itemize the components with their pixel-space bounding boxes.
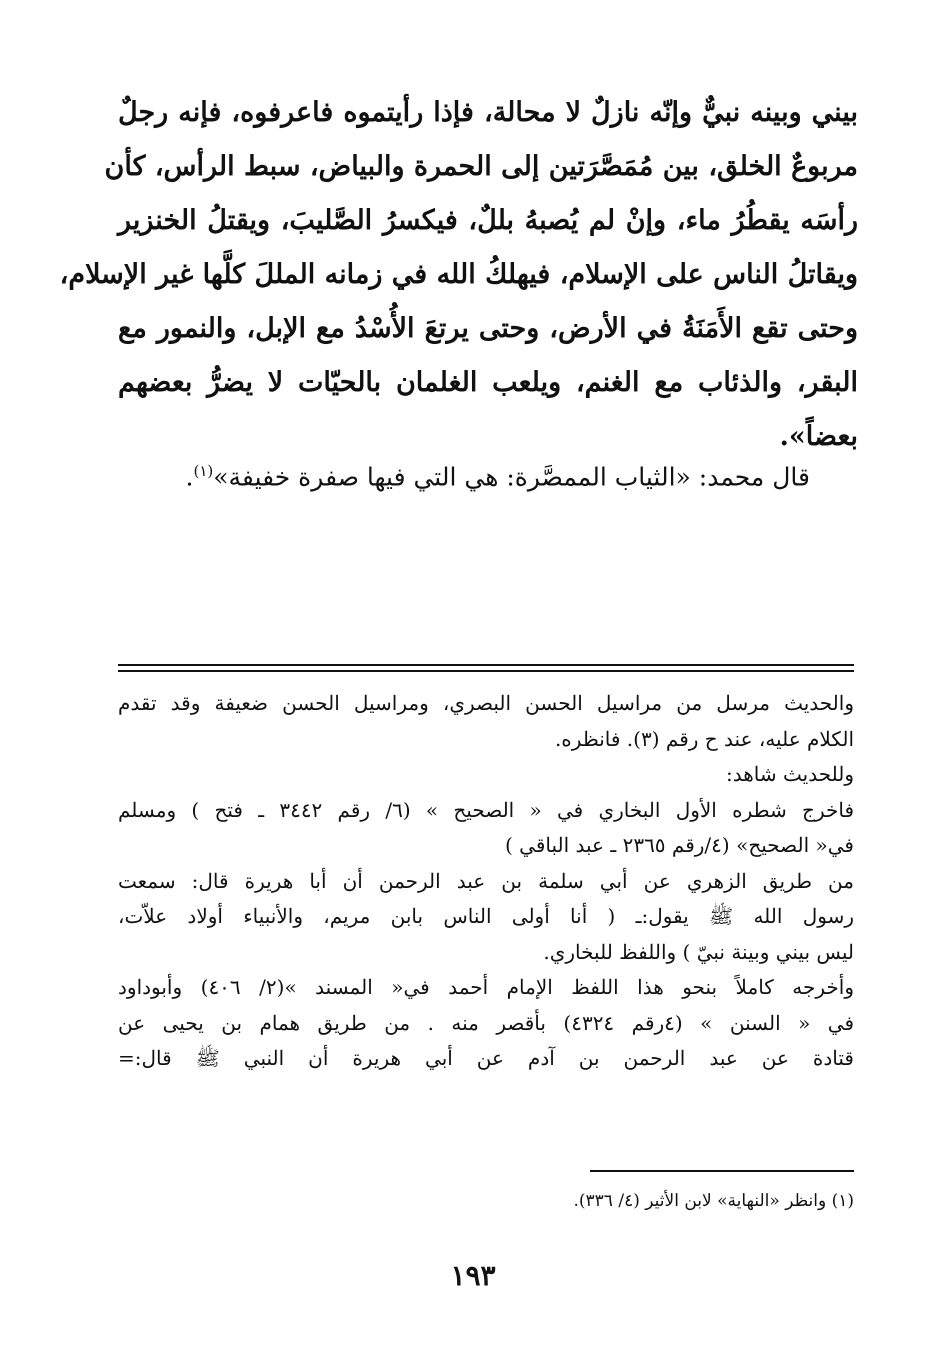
main-text-line: مربوعٌ الخلق، بين مُمَصَّرَتين إلى الحمرة والبياض، سبط الرأس، كأن bbox=[104, 151, 858, 182]
editor-notes-block bbox=[118, 686, 854, 1077]
notes-divider-top bbox=[118, 664, 854, 666]
note-line: من طريق الزهري عن أبي سلمة بن عبد الرحمن أن أبا هريرة قال: سمعت bbox=[118, 868, 854, 893]
footnote-divider bbox=[590, 1170, 854, 1172]
note-line: فاخرج شطره الأول البخاري في « الصحيح » (٦/ رقم ٣٤٤٢ ـ فتح ) ومسلم bbox=[118, 797, 854, 822]
note-line: والحديث مرسل من مراسيل الحسن البصري، ومراسيل الحسن ضعيفة وقد تقدم bbox=[118, 691, 854, 715]
footnote-reference: (١) bbox=[193, 462, 214, 480]
author-comment bbox=[180, 446, 810, 502]
note-line: رسول الله ﷺ يقول:ـ ( أنا أولى الناس بابن مريم، والأنبياء أولاد علاّت، bbox=[118, 904, 854, 928]
main-text-line: رأسَه يقطُرُ ماء، وإنْ لم يُصبهُ بللٌ، فيكسرُ الصَّليبَ، ويقتلُ الخنزير bbox=[118, 205, 858, 236]
main-text-line: بعضاً». bbox=[779, 421, 858, 452]
note-line: وأخرجه كاملاً بنحو هذا اللفظ الإمام أحمد في« المسند »(٢/ ٤٠٦) وأبوداود bbox=[118, 975, 854, 999]
author-comment-end: . bbox=[185, 462, 194, 492]
main-text-line: بيني وبينه نبيٌّ وإنّه نازلٌ لا محالة، فإذا رأيتموه فاعرفوه، فإنه رجلٌ bbox=[118, 97, 858, 128]
note-line: ليس بيني وبينة نبيّ ) واللفظ للبخاري. bbox=[543, 939, 854, 964]
note-line: وللحديث شاهد: bbox=[726, 762, 854, 786]
main-text-line: البقر، والذئاب مع الغنم، ويلعب الغلمان بالحيّات لا يضرُّ بعضهم bbox=[118, 367, 858, 398]
main-text-block bbox=[59, 86, 858, 464]
main-text-line: وحتى تقع الأَمَنَةُ في الأرض، وحتى يرتعَ الأُسْدُ مع الإبل، والنمور مع bbox=[118, 313, 858, 344]
footnote: (١) وانظر «النهاية» لابن الأثير (٤/ ٣٣٦). bbox=[573, 1191, 854, 1211]
note-line: الكلام عليه، عند ح رقم (٣). فانظره. bbox=[554, 726, 854, 751]
main-text-line: ويقاتلُ الناس على الإسلام، فيهلكُ الله في زمانه المللَ كلَّها غير الإسلام، bbox=[59, 259, 858, 290]
note-line: قتادة عن عبد الرحمن بن آدم عن أبي هريرة أن النبي ﷺ قال:= bbox=[118, 1046, 854, 1070]
note-line: في « السنن » (٤رقم ٤٣٢٤) بأقصر منه . من طريق همام بن يحيى عن bbox=[118, 1010, 855, 1035]
note-line: في« الصحيح» (٤/رقم ٢٣٦٥ ـ عبد الباقي ) bbox=[505, 833, 854, 857]
author-comment-text: قال محمد: «الثياب الممصَّرة: هي التي فيها صفرة خفيفة» bbox=[213, 462, 810, 492]
page-number: ١٩٣ bbox=[450, 1259, 496, 1292]
notes-divider-bottom bbox=[118, 670, 854, 672]
